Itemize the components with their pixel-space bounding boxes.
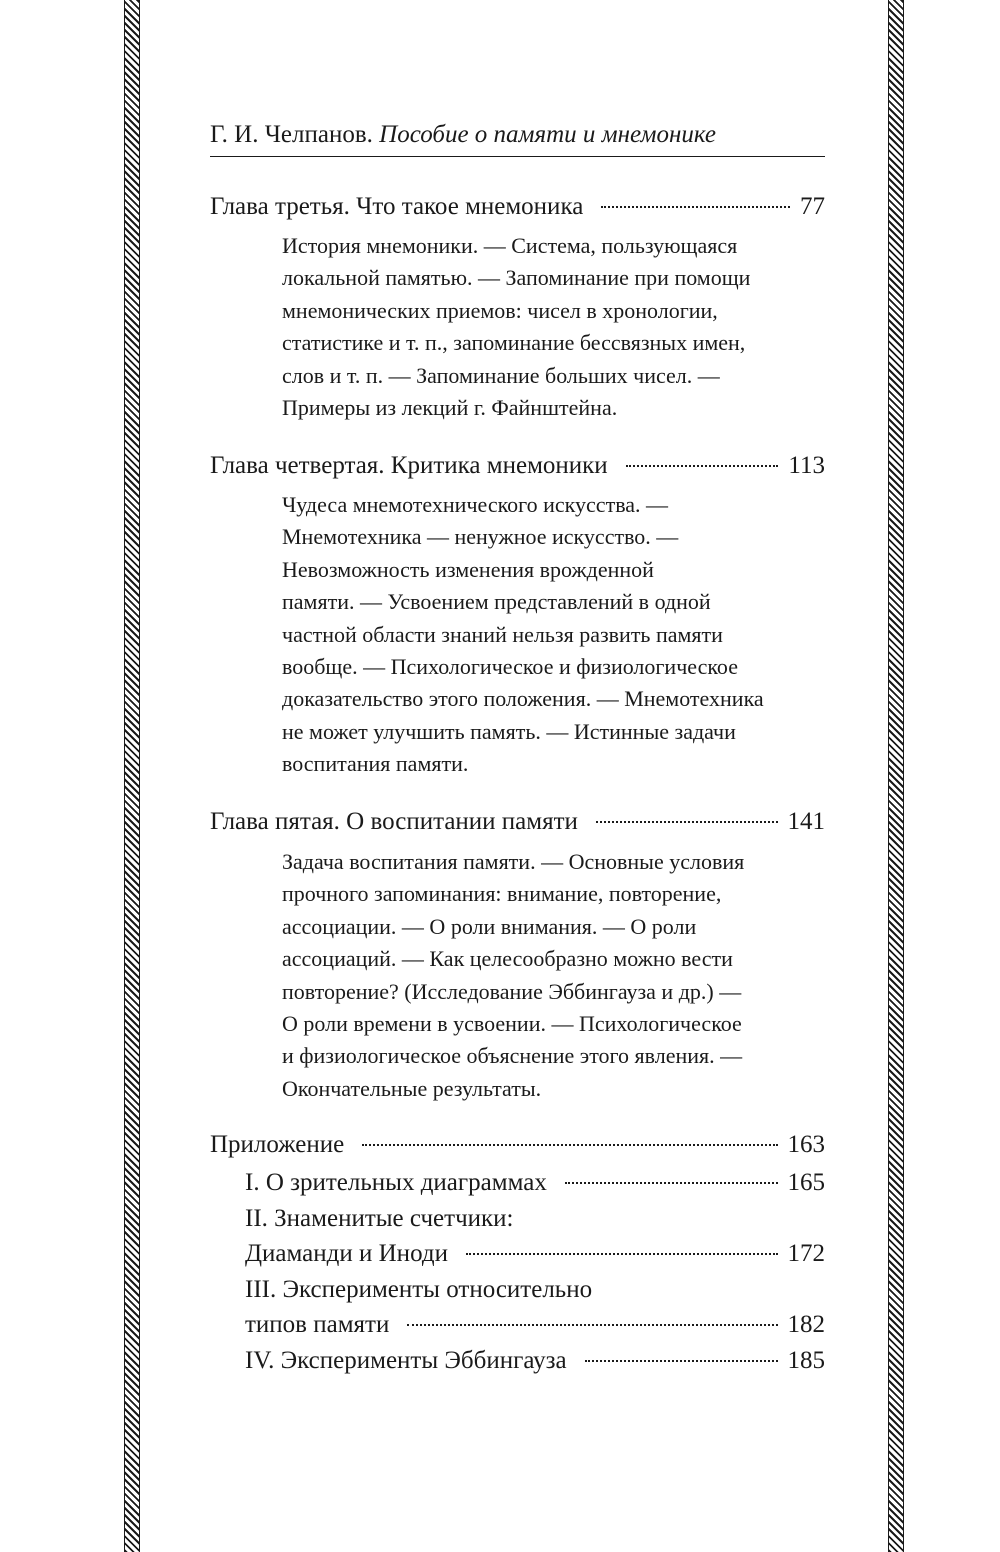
toc-entry-label: Приложение [210,1131,345,1158]
summary-line: Невозможность изменения врожденной [282,556,654,582]
toc-entry-label: Глава пятая. О воспитании памяти [210,808,578,835]
toc-entry-page: 113 [788,452,825,479]
toc-entry-label: Глава четвертая. Критика мнемоники [210,452,608,479]
summary-line: воспитания памяти. [282,751,469,777]
summary-line: вообще. — Психологическое и физиологическое [282,654,738,680]
dot-leader [565,1182,778,1184]
summary-line: ассоциаций. — Как целесообразно можно вести [282,946,733,972]
dot-leader [626,465,779,467]
dot-leader [362,1144,777,1146]
toc-entry-appendix-3[interactable] [245,1308,825,1342]
toc-entry-appendix-2[interactable] [245,1237,825,1271]
summary-line: повторение? (Исследование Эббингауза и др.) — [282,978,742,1004]
chapter-4-summary [282,489,827,781]
toc-entry-page: 165 [787,1169,825,1196]
summary-line: локальной памятью. — Запоминание при помощи [282,265,751,291]
summary-line: Окончательные результаты. [282,1075,542,1101]
dot-leader [601,206,790,208]
toc-entry-page: 185 [787,1347,825,1374]
toc-entry-label: Глава третья. Что такое мнемоника [210,193,584,220]
summary-line: Задача воспитания памяти. — Основные условия [282,849,745,874]
summary-line: Примеры из лекций г. Файнштейна. [282,395,618,421]
toc-entry-page: 77 [800,193,825,220]
chapter-3-summary [282,230,827,424]
decorative-border-left [124,0,140,1552]
toc-entry-appendix[interactable] [210,1128,825,1162]
toc-entry-page: 172 [787,1240,825,1267]
toc-entry-appendix-3-line1: III. Эксперименты относительно [245,1276,593,1303]
summary-line: О роли времени в усвоении. — Психологическое [282,1011,742,1037]
summary-line: не может улучшить память. — Истинные задачи [282,718,736,744]
summary-line: Мнемотехника — ненужное искусство. — [282,524,679,550]
toc-entry-label: I. О зрительных диаграммах [245,1169,547,1196]
header-book-title: Пособие о памяти и мнемонике [379,121,717,148]
summary-line: статистике и т. п., запоминание бессвязных имен, [282,330,746,356]
toc-entry-label: Диаманди и Иноди [245,1240,448,1267]
toc-entry-page: 141 [787,808,825,835]
toc-entry-label: IV. Эксперименты Эббингауза [245,1347,567,1374]
summary-line: слов и т. п. — Запоминание больших чисел. — [282,362,720,388]
toc-entry-label: типов памяти [245,1311,390,1338]
summary-line: прочного запоминания: внимание, повторение, [282,881,722,907]
toc-entry-chapter-4[interactable] [210,449,825,483]
toc-entry-page: 182 [787,1311,825,1338]
toc-entry-page: 163 [787,1131,825,1158]
summary-line: мнемонических приемов: чисел в хронологии, [282,297,718,323]
decorative-border-right [888,0,904,1552]
summary-line: памяти. — Усвоением представлений в одной [282,589,711,615]
dot-leader [407,1324,777,1326]
toc-entry-appendix-4[interactable] [245,1344,825,1378]
toc-entry-appendix-1[interactable] [245,1166,825,1200]
summary-line: частной области знаний нельзя развить памяти [282,621,723,647]
summary-line: и физиологическое объяснение этого явления. — [282,1043,743,1069]
running-header [210,118,825,157]
header-author: Г. И. Челпанов. [210,121,373,148]
dot-leader [466,1253,778,1255]
summary-line: История мнемоники. — Система, пользующаяся [282,233,738,258]
toc-entry-chapter-3[interactable] [210,190,825,224]
summary-line: ассоциации. — О роли внимания. — О роли [282,913,697,939]
toc-entry-appendix-2-line1: II. Знаменитые счетчики: [245,1205,514,1232]
chapter-5-summary [282,846,827,1105]
toc-entry-chapter-5[interactable] [210,805,825,839]
summary-line: Чудеса мнемотехнического искусства. — [282,492,669,517]
dot-leader [596,821,778,823]
dot-leader [585,1360,778,1362]
summary-line: доказательство этого положения. — Мнемотехника [282,686,764,712]
